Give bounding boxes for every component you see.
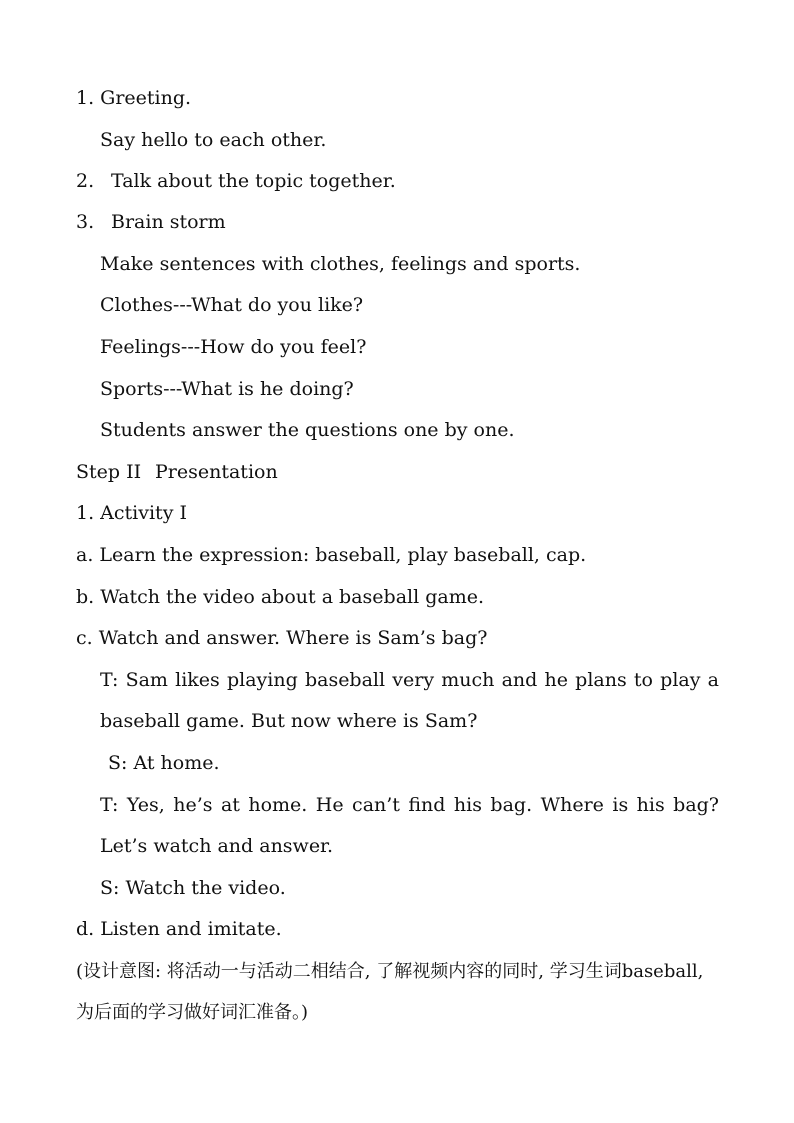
step-greeting: 1. Greeting. — [76, 87, 192, 109]
student-line-2: S: Watch the video. — [100, 877, 286, 899]
design-intent-note: (设计意图: 将活动一与活动二相结合, 了解视频内容的同时, 学习生词baseball, — [76, 961, 704, 982]
step-presentation-heading — [76, 460, 278, 484]
item-text: Brain storm — [111, 211, 226, 233]
item-number: 3. — [76, 211, 95, 233]
activity-one-heading: 1. Activity I — [76, 502, 187, 524]
teacher-line-2-continued: Let’s watch and answer. — [100, 835, 334, 857]
teacher-line-2: T: Yes, he’s at home. He can’t find his bag. Where is his bag? — [100, 794, 719, 816]
greeting-detail: Say hello to each other. — [100, 129, 327, 151]
activity-item-d: d. Listen and imitate. — [76, 918, 282, 940]
activity-item-a: a. Learn the expression: baseball, play baseball, cap. — [76, 544, 587, 566]
design-intent-note-continued: 为后面的学习做好词汇准备。) — [76, 1002, 309, 1023]
step-title: Presentation — [155, 461, 278, 483]
teacher-line-1-continued: baseball game. But now where is Sam? — [100, 710, 478, 732]
brain-storm-instruction: Make sentences with clothes, feelings and sports. — [100, 253, 581, 275]
clothes-question: Clothes---What do you like? — [100, 294, 364, 316]
step-talk-topic — [76, 169, 396, 193]
item-text: Talk about the topic together. — [111, 170, 396, 192]
step-label: Step II — [76, 461, 142, 483]
student-line-1: S: At home. — [108, 752, 220, 774]
sports-question: Sports---What is he doing? — [100, 378, 354, 400]
step-brain-storm — [76, 210, 226, 234]
item-number: 2. — [76, 170, 95, 192]
teacher-line-1: T: Sam likes playing baseball very much and he plans to play a — [100, 669, 719, 691]
activity-item-c: c. Watch and answer. Where is Sam’s bag? — [76, 627, 488, 649]
activity-item-b: b. Watch the video about a baseball game. — [76, 586, 485, 608]
feelings-question: Feelings---How do you feel? — [100, 336, 367, 358]
students-answer: Students answer the questions one by one. — [100, 419, 515, 441]
